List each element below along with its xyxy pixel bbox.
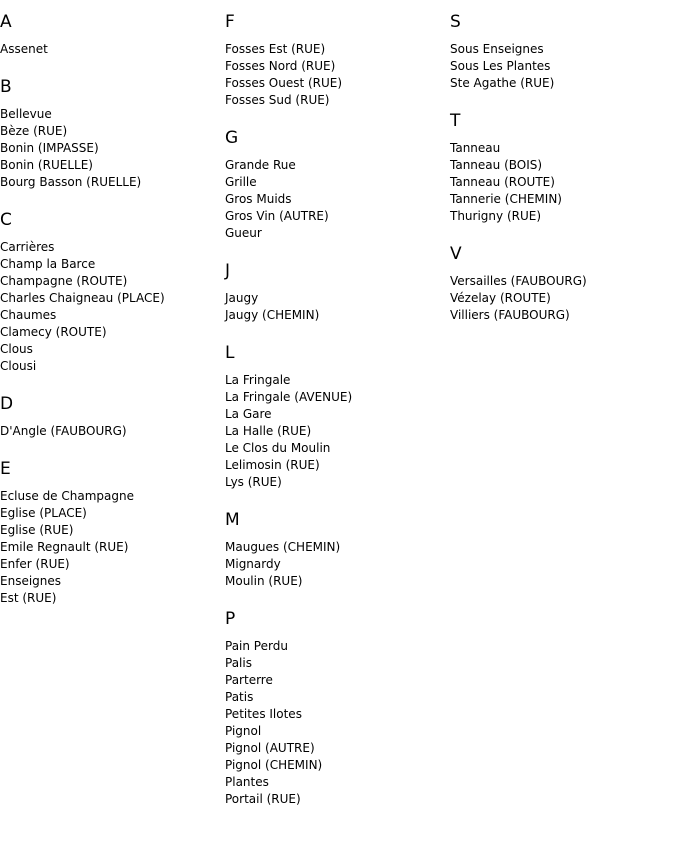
street-link[interactable]: Ecluse de Champagne	[0, 489, 134, 503]
street-list	[225, 638, 447, 808]
street-list	[450, 41, 672, 92]
street-link[interactable]: La Halle (RUE)	[225, 424, 312, 438]
street-link[interactable]: Sous Enseignes	[450, 42, 544, 56]
letter-heading: A	[0, 12, 12, 32]
street-list	[225, 41, 447, 109]
letter-group	[0, 76, 222, 191]
street-link[interactable]: Gueur	[225, 226, 262, 240]
street-link[interactable]: Fosses Est (RUE)	[225, 42, 326, 56]
letter-heading: L	[225, 343, 235, 363]
street-list	[225, 290, 447, 324]
street-link[interactable]: Plantes	[225, 775, 269, 789]
street-link[interactable]: Parterre	[225, 673, 273, 687]
street-link[interactable]: Fosses Ouest (RUE)	[225, 76, 343, 90]
letter-heading: V	[450, 244, 462, 264]
letter-heading: C	[0, 210, 12, 230]
letter-group	[0, 209, 222, 375]
letter-heading: B	[0, 77, 12, 97]
street-link[interactable]: Sous Les Plantes	[450, 59, 551, 73]
street-link[interactable]: Moulin (RUE)	[225, 574, 303, 588]
street-link[interactable]: Grille	[225, 175, 257, 189]
letter-heading: E	[0, 459, 11, 479]
street-link[interactable]: Pignol (AUTRE)	[225, 741, 315, 755]
street-list	[225, 372, 447, 491]
letter-heading: M	[225, 510, 240, 530]
street-link[interactable]: Mignardy	[225, 557, 281, 571]
index-column-1	[0, 11, 222, 607]
street-link[interactable]: Lelimosin (RUE)	[225, 458, 320, 472]
street-link[interactable]: Enseignes	[0, 574, 62, 588]
street-link[interactable]: Villiers (FAUBOURG)	[450, 308, 570, 322]
street-link[interactable]: Thurigny (RUE)	[450, 209, 542, 223]
letter-group	[225, 127, 447, 242]
street-link[interactable]: Tanneau (BOIS)	[450, 158, 543, 172]
street-link[interactable]: Charles Chaigneau (PLACE)	[0, 291, 165, 305]
street-link[interactable]: Pignol	[225, 724, 262, 738]
street-link[interactable]: Pignol (CHEMIN)	[225, 758, 323, 772]
street-list	[0, 488, 222, 607]
street-link[interactable]: Clous	[0, 342, 33, 356]
letter-group	[0, 393, 222, 440]
street-link[interactable]: Bourg Basson (RUELLE)	[0, 175, 142, 189]
street-link[interactable]: Tannerie (CHEMIN)	[450, 192, 562, 206]
street-link[interactable]: Grande Rue	[225, 158, 296, 172]
street-link[interactable]: Assenet	[0, 42, 48, 56]
street-link[interactable]: Bellevue	[0, 107, 52, 121]
street-link[interactable]: Bèze (RUE)	[0, 124, 68, 138]
street-list	[225, 157, 447, 242]
street-link[interactable]: D'Angle (FAUBOURG)	[0, 424, 127, 438]
street-link[interactable]: Bonin (RUELLE)	[0, 158, 93, 172]
street-link[interactable]: La Gare	[225, 407, 272, 421]
street-list	[450, 273, 672, 324]
street-link[interactable]: Versailles (FAUBOURG)	[450, 274, 587, 288]
street-list	[0, 239, 222, 375]
street-list	[0, 41, 222, 58]
street-list	[225, 539, 447, 590]
letter-heading: G	[225, 128, 239, 148]
letter-heading: F	[225, 12, 235, 32]
letter-heading: D	[0, 394, 14, 414]
street-list	[0, 423, 222, 440]
letter-group	[450, 11, 672, 92]
street-link[interactable]: Patis	[225, 690, 254, 704]
street-link[interactable]: Pain Perdu	[225, 639, 288, 653]
letter-group	[225, 608, 447, 808]
index-column-3	[450, 11, 672, 324]
street-link[interactable]: La Fringale	[225, 373, 291, 387]
street-link[interactable]: Bonin (IMPASSE)	[0, 141, 99, 155]
letter-group	[225, 342, 447, 491]
street-list	[450, 140, 672, 225]
street-link[interactable]: Maugues (CHEMIN)	[225, 540, 341, 554]
letter-group	[450, 110, 672, 225]
letter-group	[225, 11, 447, 109]
letter-group	[225, 509, 447, 590]
street-link[interactable]: Lys (RUE)	[225, 475, 282, 489]
street-link[interactable]: Jaugy (CHEMIN)	[225, 308, 320, 322]
index-column-2	[225, 11, 447, 808]
letter-heading: T	[450, 111, 461, 131]
street-link[interactable]: Enfer (RUE)	[0, 557, 70, 571]
street-link[interactable]: Petites Ilotes	[225, 707, 302, 721]
street-link[interactable]: La Fringale (AVENUE)	[225, 390, 353, 404]
letter-group	[450, 243, 672, 324]
street-link[interactable]: Le Clos du Moulin	[225, 441, 331, 455]
street-link[interactable]: Est (RUE)	[0, 591, 57, 605]
letter-heading: J	[225, 261, 231, 281]
street-link[interactable]: Ste Agathe (RUE)	[450, 76, 555, 90]
street-link[interactable]: Jaugy	[225, 291, 259, 305]
street-link[interactable]: Gros Vin (AUTRE)	[225, 209, 329, 223]
street-link[interactable]: Gros Muids	[225, 192, 292, 206]
street-link[interactable]: Tanneau	[450, 141, 501, 155]
street-list	[0, 106, 222, 191]
street-link[interactable]: Eglise (PLACE)	[0, 506, 87, 520]
street-link[interactable]: Clousi	[0, 359, 37, 373]
street-link[interactable]: Vézelay (ROUTE)	[450, 291, 551, 305]
letter-heading: P	[225, 609, 236, 629]
letter-group	[225, 260, 447, 324]
street-link[interactable]: Tanneau (ROUTE)	[450, 175, 555, 189]
street-link[interactable]: Carrières	[0, 240, 55, 254]
letter-group	[0, 458, 222, 607]
street-link[interactable]: Fosses Nord (RUE)	[225, 59, 336, 73]
street-link[interactable]: Emile Regnault (RUE)	[0, 540, 129, 554]
street-link[interactable]: Champagne (ROUTE)	[0, 274, 128, 288]
letter-group	[0, 11, 222, 58]
street-link[interactable]: Chaumes	[0, 308, 57, 322]
street-link[interactable]: Palis	[225, 656, 252, 670]
street-link[interactable]: Champ la Barce	[0, 257, 96, 271]
letter-heading: S	[450, 12, 461, 32]
street-link[interactable]: Fosses Sud (RUE)	[225, 93, 330, 107]
street-link[interactable]: Eglise (RUE)	[0, 523, 74, 537]
street-link[interactable]: Clamecy (ROUTE)	[0, 325, 107, 339]
street-link[interactable]: Portail (RUE)	[225, 792, 301, 806]
